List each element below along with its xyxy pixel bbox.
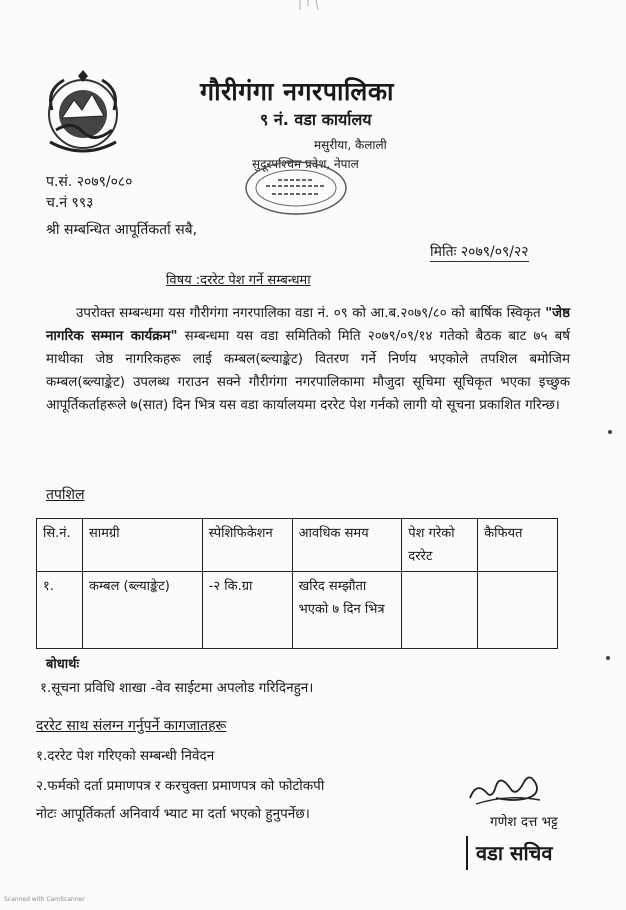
table-header-cell: आवधिक समय	[292, 519, 402, 572]
attachment-item: २.फर्मको दर्ता प्रमाणपत्र र करचुक्ता प्रमाणपत्र को फोटोकपी	[36, 778, 325, 794]
recipient-line: श्री सम्बन्धित आपूर्तिकर्ता सबै,	[46, 222, 198, 238]
attachment-item: १.दररेट पेश गरिएको सम्बन्धी निवेदन	[36, 748, 215, 764]
address-line-1: मसुरीया, कैलाली	[314, 138, 387, 152]
body-text-part1: उपरोक्त सम्बन्धमा यस गौरीगंगा नगरपालिका वडा नं. ०९ को आ.ब.२०७९/८० को बार्षिक स्विकृत	[76, 306, 546, 321]
page-top-mark	[296, 0, 326, 12]
table-cell: १.	[37, 572, 83, 649]
margin-mark	[606, 656, 610, 660]
attachments-heading: दररेट साथ संलग्न गर्नुपर्ने कागजातहरू	[36, 718, 227, 734]
table-header-cell: सि.नं.	[37, 519, 83, 572]
table-header-cell: सामग्री	[82, 519, 202, 572]
table-cell: खरिद सम्झौता भएको ७ दिन भित्र	[292, 572, 402, 649]
table-cell: -२ कि.ग्रा	[202, 572, 292, 649]
table-header-cell: कैफियत	[478, 519, 558, 572]
nepal-emblem-logo	[42, 70, 124, 154]
table-header-row	[37, 519, 558, 572]
handwritten-signature	[466, 764, 546, 812]
cc-item: १.सूचना प्रविधि शाखा -वेव साईटमा अपलोड गरिदिनहुन।	[40, 680, 314, 696]
letter-date: मितिः २०७९/०९/२२	[430, 244, 529, 260]
scanner-watermark: Scanned with CamScanner	[4, 896, 85, 903]
reference-number: प.सं. २०७९/०८०	[46, 174, 133, 190]
program-name: "जेष्ठ नागरिक सम्मान कार्यक्रम"	[46, 306, 570, 344]
cc-heading: बोधार्थः	[46, 657, 80, 672]
supplier-note: नोटः आपूर्तिकर्ता अनिवार्य भ्याट मा दर्ता भएको हुनुपर्नेछ।	[36, 806, 310, 822]
office-stamp	[232, 158, 356, 220]
table-header-cell: पेश गरेको दररेट	[402, 519, 478, 572]
table-cell	[402, 572, 478, 649]
ward-office-name: ९ नं. वडा कार्यालय	[260, 110, 372, 129]
table-header-cell: स्पेशिफिकेशन	[202, 519, 292, 572]
dispatch-number: च.नं ९९३	[46, 195, 94, 211]
signatory-title: वडा सचिव	[466, 836, 594, 870]
signatory-name: गणेश दत्त भट्ट	[490, 814, 558, 830]
table-cell: कम्बल (ब्ल्याङ्केट)	[82, 572, 202, 649]
body-text-part2: सम्बन्धमा यस वडा समितिको मिति २०७९/०९/१४ गतेको बैठक बाट ७५ बर्ष माथीका जेष्ठ नागरिकहरू लाई कम्बल(ब्ल्याङ्केट) वितरण गर्ने निर्णय भएकोले तपशिल बमोजिम कम्बल(ब्ल्याङ्केट) उपलब्ध गराउन सक्ने गौरीगंगा नगरपालिकामा मौजुदा सूचिमा सूचिकृत भएका इच्छुक आपूर्तिकर्ताहरूले ७(सात) दिन भित्र यस वडा कार्यालयमा दररेट पेश गर्नको लागी यो सूचना प्रकाशित गरिन्छ।	[46, 329, 570, 413]
organization-name: गौरीगंगा नगरपालिका	[200, 77, 395, 106]
table-row	[37, 572, 558, 649]
details-heading: तपशिल	[46, 487, 85, 503]
letter-subject: विषय :दररेट पेश गर्ने सम्बन्धमा	[166, 273, 311, 288]
margin-mark	[608, 430, 612, 434]
table-cell	[478, 572, 558, 649]
items-table	[36, 518, 558, 649]
letter-body	[46, 302, 570, 417]
address-line-2: सुदूरपश्चिम प्रदेश, नेपाल	[252, 157, 359, 171]
